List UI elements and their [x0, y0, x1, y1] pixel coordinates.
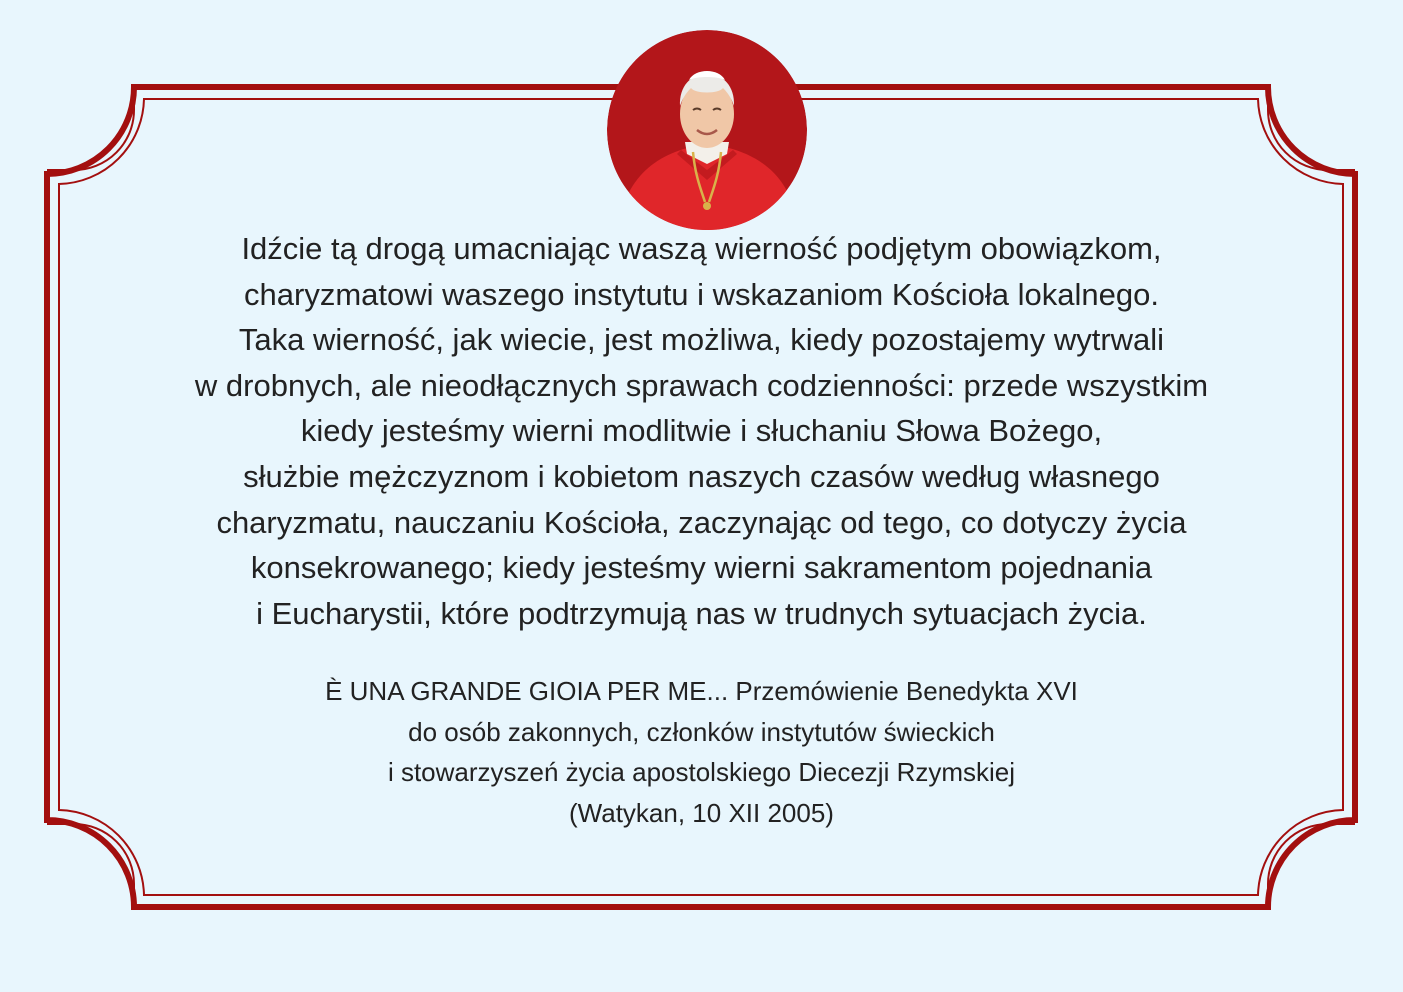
source-line-3: i stowarzyszeń życia apostolskiego Diecezji Rzymskiej	[387, 757, 1016, 787]
source-citation	[100, 671, 1303, 833]
source-line-1: È UNA GRANDE GIOIA PER ME... Przemówienie Benedykta XVI	[325, 676, 1078, 706]
quote-text	[100, 226, 1303, 636]
source-line-4: (Watykan, 10 XII 2005)	[569, 797, 834, 828]
quote-line-9: i Eucharystii, które podtrzymują nas w trudnych sytuacjach życia.	[256, 595, 1147, 631]
quote-line-3: Taka wierność, jak wiecie, jest możliwa, kiedy pozostajemy wytrwali	[238, 322, 1165, 358]
quote-line-8: konsekrowanego; kiedy jesteśmy wierni sakramentom pojednania	[250, 550, 1153, 586]
source-line-2: do osób zakonnych, członków instytutów świeckich	[408, 716, 995, 747]
quote-line-1: Idźcie tą drogą umacniając waszą wierność podjętym obowiązkom,	[241, 231, 1162, 266]
quote-line-5: kiedy jesteśmy wierni modlitwie i słuchaniu Słowa Bożego,	[300, 413, 1103, 449]
quote-line-7: charyzmatu, nauczaniu Kościoła, zaczynając od tego, co dotyczy życia	[216, 504, 1187, 540]
quote-line-2: charyzmatowi waszego instytutu i wskazaniom Kościoła lokalnego.	[244, 276, 1159, 312]
quote-line-6: służbie mężczyznom i kobietom naszych czasów według własnego	[243, 458, 1160, 494]
quote-line-4: w drobnych, ale nieodłącznych sprawach codzienności: przede wszystkim	[194, 367, 1209, 403]
portrait-medallion	[607, 30, 807, 230]
